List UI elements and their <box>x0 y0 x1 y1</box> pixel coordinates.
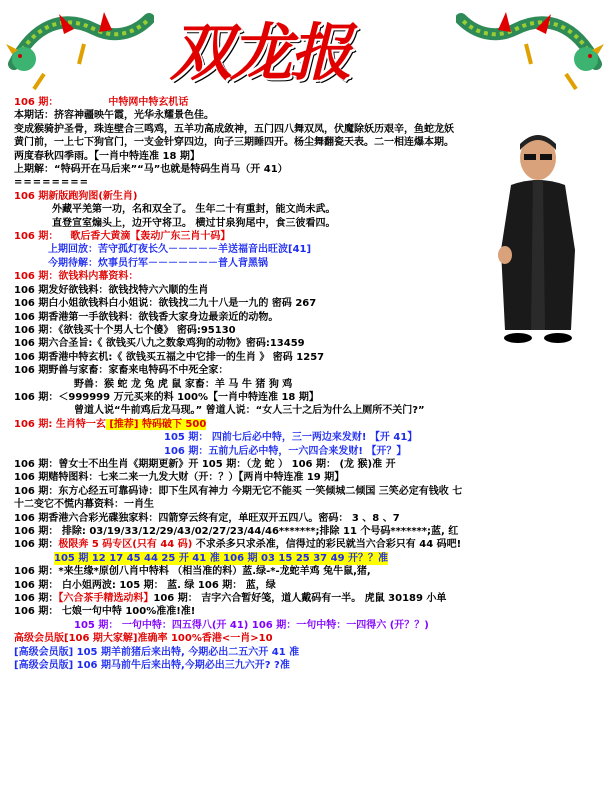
text-line: 106 期：极限奔 5 码专区(只有 44 码) 不求杀多只求杀准，信得过的彩民就当六合彩只有 44 码吧! <box>14 539 462 551</box>
text-line: 106 期: 生肖特一玄 [推荐] 特码破下 500 <box>14 418 207 430</box>
text-line: 106 期六合圣旨:《 欲钱买八九之数象鸡狗的动物》密码:13459 <box>14 338 305 350</box>
text-line: 106 期：五前九后必中特，一六四合来发财! 【开？】 <box>164 445 407 457</box>
text-line: 十二变它不慌内幕资料：一肖生 <box>14 499 154 511</box>
text-line: 变成猴骑护圣骨，珠连壁合三鸣鸡，五羊功高成敛神，五门四八舞双凤，伏魔除妖历艰辛，鱼蛇龙妖 <box>14 123 454 135</box>
text-line: 106 期香港中特玄机:《 欲钱买五福之中它排一的生肖 》 密码 1257 <box>14 351 325 363</box>
text-line: 106 期： 七娘一句中特 100%准准!准! <box>14 606 196 618</box>
text-line: 野兽：猴 蛇 龙 兔 虎 鼠 家畜：羊 马 牛 猪 狗 鸡 <box>74 378 293 390</box>
text-line: [高级会员版] 105 期羊前猪后来出特, 今期必出二五六开 41 准 <box>14 646 300 658</box>
separator: ======== <box>14 177 90 189</box>
text-line: 高级会员版[106 期大家解]准确率 100%香港<一肖>10 <box>14 633 273 645</box>
text-line: 106 期赌特图料：七来二来一九发大财（开：？）【两肖中特连准 19 期】 <box>14 472 345 484</box>
right-dragon-icon <box>456 4 606 94</box>
text-line: 105 期： 四前七后必中特，三一两边来发财! 【开 41】 <box>164 432 418 444</box>
text-line: 106 期发好欲钱料：欲钱找特六六顺的生肖 <box>14 284 209 296</box>
text-line: 106 期： 白小姐两波: 105 期： 蓝. 绿 106 期： 蓝，绿 <box>14 579 276 591</box>
header-banner <box>0 0 611 96</box>
text-line: 106 期： 中特网中特玄机话 <box>14 97 189 108</box>
text-line: 直登宣室煽头上，边开守将卫。 横过甘泉狗尾中，食三彼看四。 <box>52 217 336 229</box>
text-line: 106 期白小姐欲钱料白小姐说：欲钱找二九十八是一九的 密码 267 <box>14 298 317 310</box>
text-line: 106 期： 排除: 03/19/33/12/29/43/02/27/23/44/46*******;排除 11 个号码*******;蓝, 红 <box>14 526 459 537</box>
text-line: 106 期野兽与家畜：家畜来电特码不中死全家： <box>14 365 229 377</box>
text-line: 106 期：欲钱料内幕资料： <box>14 271 139 283</box>
text-line: 106 期新版跑狗图(新生肖) <box>14 190 138 202</box>
text-line: 106 期：＜999999 万元买来的料 100%【一肖中特连准 18 期】 <box>14 391 319 403</box>
text-line: 106 期：《欲钱买十个男人七个傻》 密码:95130 <box>14 324 236 336</box>
text-line: 106 期：【六合茶手精选动料】106 期： 吉字六合暂好笺，道人戴码有一半。 虎鼠 30189 小单 <box>14 593 447 605</box>
page-title-text: 双龙报 <box>170 16 351 89</box>
text-line: 今期待解：炊事员行军－－－－－－－普人背黑锅 <box>48 257 268 269</box>
left-dragon-icon <box>4 4 154 94</box>
text-line: 105 期： 一句中特：四五得八(开 41) 106 期：一句中特：一四得六 (开？？) <box>74 619 429 631</box>
text-line: 外藏平羌第一功，名和双全了。 生年二十有重封，能文尚未武。 <box>52 204 336 216</box>
text-line: 曾道人说“牛前鸡后龙马现。” 曾道人说：“女人三十之后为什么上厕所不关门?” <box>74 405 425 417</box>
text-line: 上期解：“特码开在马后来”“马”也就是特码生肖马（开 41） <box>14 164 288 176</box>
text-line: 106 期香港第一手欲钱料：欲钱香大家身边最亲近的动物。 <box>14 311 279 323</box>
page-title <box>170 18 450 88</box>
text-line: 两度春秋四季雨。【一肖中特连准 18 期】 <box>14 150 200 162</box>
text-line: 106 期： 歌后香大黄滴【轰动广东三肖十码】 <box>14 231 231 243</box>
text-line: 106 期香港六合彩光碟独家料：四箭穿云终有定，单旺双开五四八。密码： 3 、8 、7 <box>14 512 400 524</box>
text-line: 上期回放：苦守孤灯夜长久－－－－－羊送福音出旺波[41] <box>48 244 312 256</box>
text-line: [高级会员版] 106 期马前牛后来出特,今期必出三九六开? ?准 <box>14 660 290 672</box>
text-line: 黄门前，一上七下狗官门，一支金针穿四边，向子三期睡四开。杨尘舞翻瓷天表。二一相连爆本期。 <box>14 137 454 149</box>
text-line: 106 期：曾女士不出生肖《期期更新》开 105 期：（龙 蛇 ） 106 期： (龙 猴)准 开 <box>14 458 396 470</box>
text-line: 本期话：挤容神疆映午霞，光华永耀景色佳。 <box>14 110 214 122</box>
article-body <box>14 96 609 672</box>
text-line: 105 期 12 17 45 44 25 开 41 准 106 期 03 15 25 37 49 开？？准 <box>54 552 389 564</box>
text-line: 106 期：*来生缘*原创八肖中特料 （相当准的料）蓝.绿-*-龙蛇羊鸡 兔牛鼠,猪, <box>14 566 371 578</box>
text-line: 106 期：东方心经五可靠码诗：即下生风有神力 今期无它不能买 一笑倾城二倾国 三笑必定有钱收 七 <box>14 485 463 497</box>
